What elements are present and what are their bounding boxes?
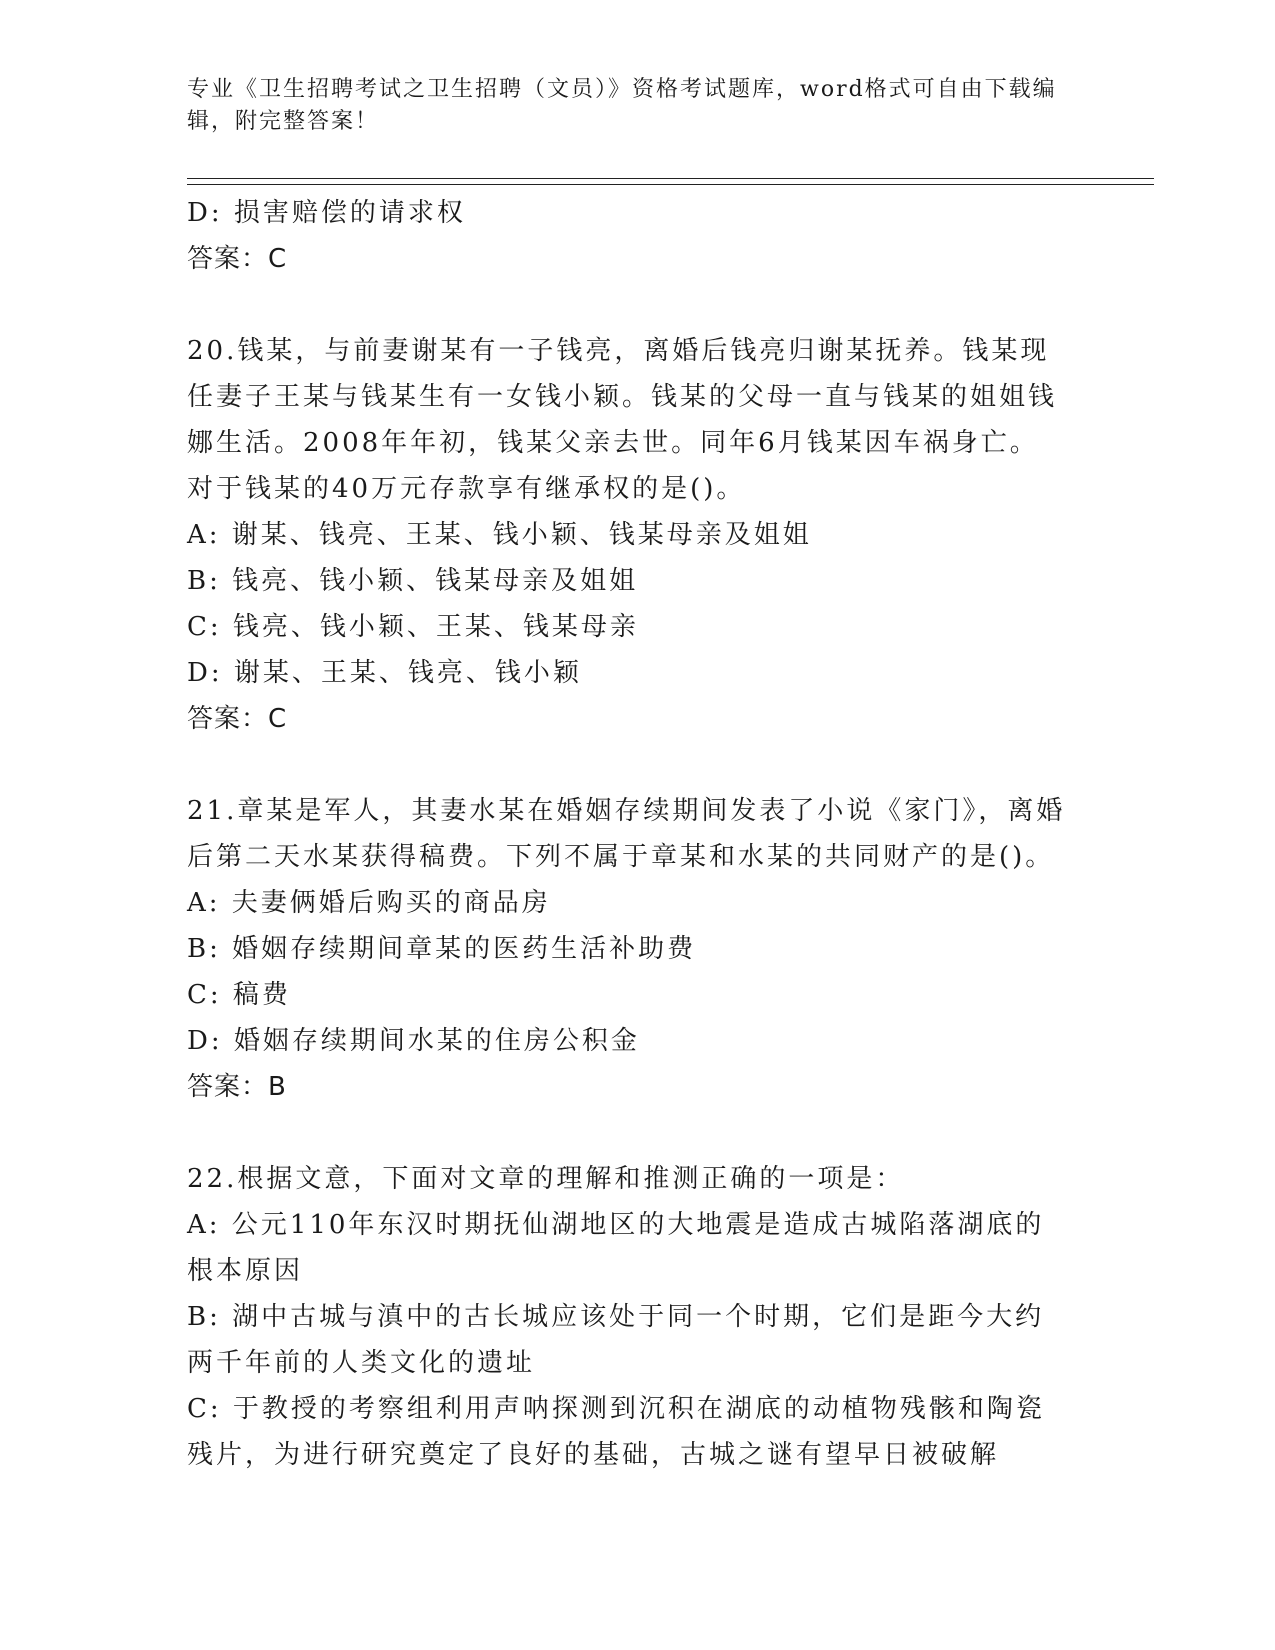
question-block: [187, 328, 1067, 742]
spacer: [187, 282, 1067, 328]
option-a: A: 夫妻俩婚后购买的商品房: [187, 888, 551, 918]
question-block: [187, 1156, 1067, 1478]
option-c: C: 于教授的考察组利用声呐探测到沉积在湖底的动植物残骸和陶瓷残片，为进行研究奠定了良好的基础，古城之谜有望早日被破解: [187, 1394, 1045, 1470]
question-block: [187, 190, 1067, 282]
option-c: C: 钱亮、钱小颖、王某、钱某母亲: [187, 612, 639, 642]
question-text: 22.根据文意，下面对文章的理解和推测正确的一项是：: [187, 1164, 905, 1194]
page-header: 专业《卫生招聘考试之卫生招聘（文员）》资格考试题库，word格式可自由下载编辑，附完整答案！: [187, 77, 1057, 134]
header-rule-bottom: [187, 184, 1154, 185]
question-text: 20.钱某，与前妻谢某有一子钱亮，离婚后钱亮归谢某抚养。钱某现任妻子王某与钱某生有一女钱小颖。钱某的父母一直与钱某的姐姐钱娜生活。2008年年初，钱某父亲去世。同年6月钱某因车祸身亡。对于钱某的40万元存款享有继承权的是()。: [187, 336, 1058, 504]
answer-label: 答案：C: [187, 704, 288, 734]
option-d: D: 损害赔偿的请求权: [187, 198, 466, 228]
option-d: D: 谢某、王某、钱亮、钱小颖: [187, 658, 582, 688]
option-d: D: 婚姻存续期间水某的住房公积金: [187, 1026, 640, 1056]
answer-label: 答案：B: [187, 1072, 287, 1102]
option-a: A: 公元110年东汉时期抚仙湖地区的大地震是造成古城陷落湖底的根本原因: [187, 1210, 1045, 1286]
option-b: B: 钱亮、钱小颖、钱某母亲及姐姐: [187, 566, 639, 596]
question-block: [187, 788, 1067, 1110]
spacer: [187, 742, 1067, 788]
option-b: B: 婚姻存续期间章某的医药生活补助费: [187, 934, 697, 964]
spacer: [187, 1110, 1067, 1156]
question-text: 21.章某是军人，其妻水某在婚姻存续期间发表了小说《家门》，离婚后第二天水某获得稿费。下列不属于章某和水某的共同财产的是()。: [187, 796, 1066, 872]
option-c: C: 稿费: [187, 980, 291, 1010]
answer-label: 答案：C: [187, 244, 288, 274]
header-rule-top: [187, 178, 1154, 179]
question-list: [187, 190, 1067, 1478]
option-a: A: 谢某、钱亮、王某、钱小颖、钱某母亲及姐姐: [187, 520, 812, 550]
option-b: B: 湖中古城与滇中的古长城应该处于同一个时期，它们是距今大约两千年前的人类文化的遗址: [187, 1302, 1045, 1378]
